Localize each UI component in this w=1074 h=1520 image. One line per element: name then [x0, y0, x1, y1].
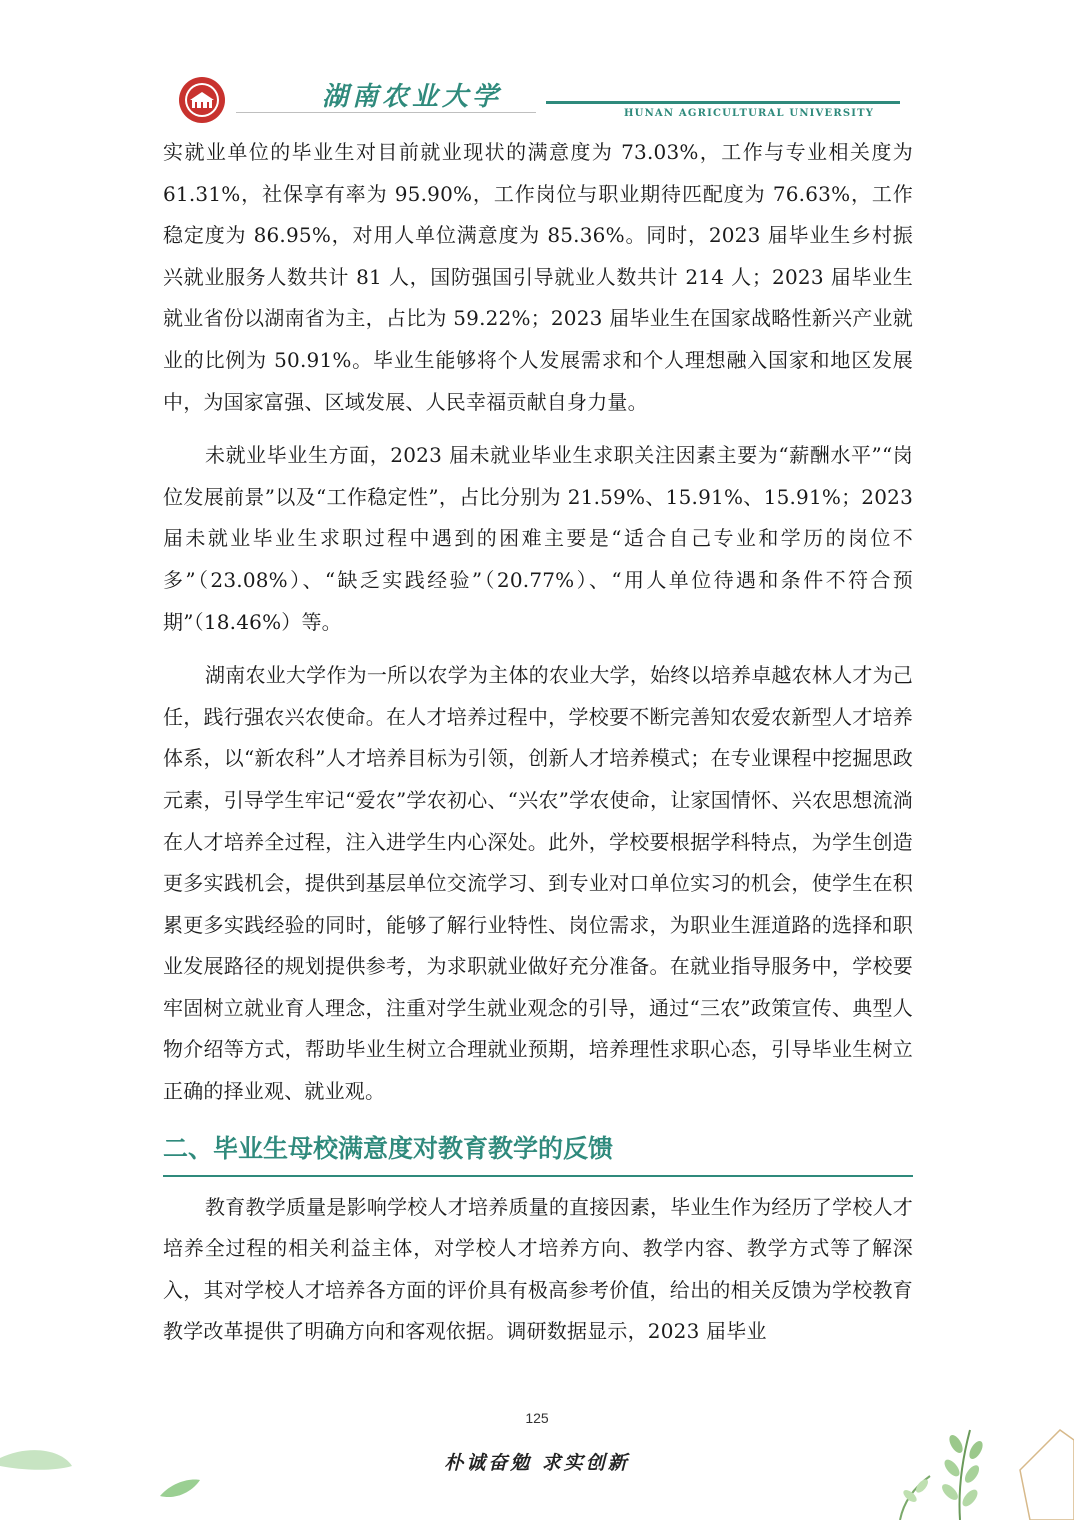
section-heading: 二、毕业生母校满意度对教育教学的反馈 — [163, 1133, 614, 1163]
section-rule — [163, 1175, 913, 1177]
footer-motto: 朴诚奋勉 求实创新 — [444, 1452, 630, 1474]
page-content — [163, 132, 913, 1353]
body-paragraph-3: 湖南农业大学作为一所以农学为主体的农业大学，始终以培养卓越农林人才为己任，践行强农兴农使命。在人才培养过程中，学校要不断完善知农爱农新型人才培养体系，以“新农科”人才培养目标为引领，创新人才培养模式；在专业课程中挖掘思政元素，引导学生牢记“爱农”学农初心、“兴农”学农使命，让家国情怀、兴农思想流淌在人才培养全过程，注入进学生内心深处。此外，学校要根据学科特点，为学生创造更多实践机会，提供到基层单位交流学习、到专业对口单位实习的机会，使学生在积累更多实践经验的同时，能够了解行业特性、岗位需求，为职业生涯道路的选择和职业发展路径的规划提供参考，为求职就业做好充分准备。在就业指导服务中，学校要牢固树立就业育人理念，注重对学生就业观念的引导，通过“三农”政策宣传、典型人物介绍等方式，帮助毕业生树立合理就业预期，培养理性求职心态，引导毕业生树立正确的择业观、就业观。 — [163, 663, 913, 1104]
university-seal-icon — [178, 76, 226, 124]
page-header — [0, 0, 1074, 140]
page-number: 125 — [525, 1410, 549, 1426]
header-rule-right — [546, 101, 900, 104]
leaf-decoration-icon — [0, 1436, 210, 1520]
body-paragraph-2: 未就业毕业生方面，2023 届未就业毕业生求职关注因素主要为“薪酬水平”“岗位发展前景”以及“工作稳定性”，占比分别为 21.59%、15.91%、15.91%；2023 届未就业毕业生求职过程中遇到的困难主要是“适合自己专业和学历的岗位不多”（23.08%）、“缺乏实践经验”（20.77%）、“用人单位待遇和条件不符合预期”（18.46%）等。 — [163, 443, 913, 634]
plant-decoration-icon — [860, 1410, 1074, 1520]
header-rule-left — [236, 112, 536, 113]
section-paragraph: 教育教学质量是影响学校人才培养质量的直接因素，毕业生作为经历了学校人才培养全过程的相关利益主体，对学校人才培养方向、教学内容、教学方式等了解深入，其对学校人才培养各方面的评价具有极高参考价值，给出的相关反馈为学校教育教学改革提供了明确方向和客观依据。调研数据显示，2023 届毕业 — [163, 1194, 913, 1344]
university-name-cn: 湖南农业大学 — [322, 82, 503, 112]
body-paragraph-1: 实就业单位的毕业生对目前就业现状的满意度为 73.03%，工作与专业相关度为 61.31%，社保享有率为 95.90%，工作岗位与职业期待匹配度为 76.63%，工作稳定度为 86.95%，对用人单位满意度为 85.36%。同时，2023 届毕业生乡村振兴就业服务人数共计 81 人，国防强国引导就业人数共计 214 人；2023 届毕业生就业省份以湖南省为主，占比为 59.22%；2023 届毕业生在国家战略性新兴产业就业的比例为 50.91%。毕业生能够将个人发展需求和个人理想融入国家和地区发展中，为国家富强、区域发展、人民幸福贡献自身力量。 — [163, 140, 913, 414]
university-name-en: HUNAN AGRICULTURAL UNIVERSITY — [624, 108, 875, 119]
